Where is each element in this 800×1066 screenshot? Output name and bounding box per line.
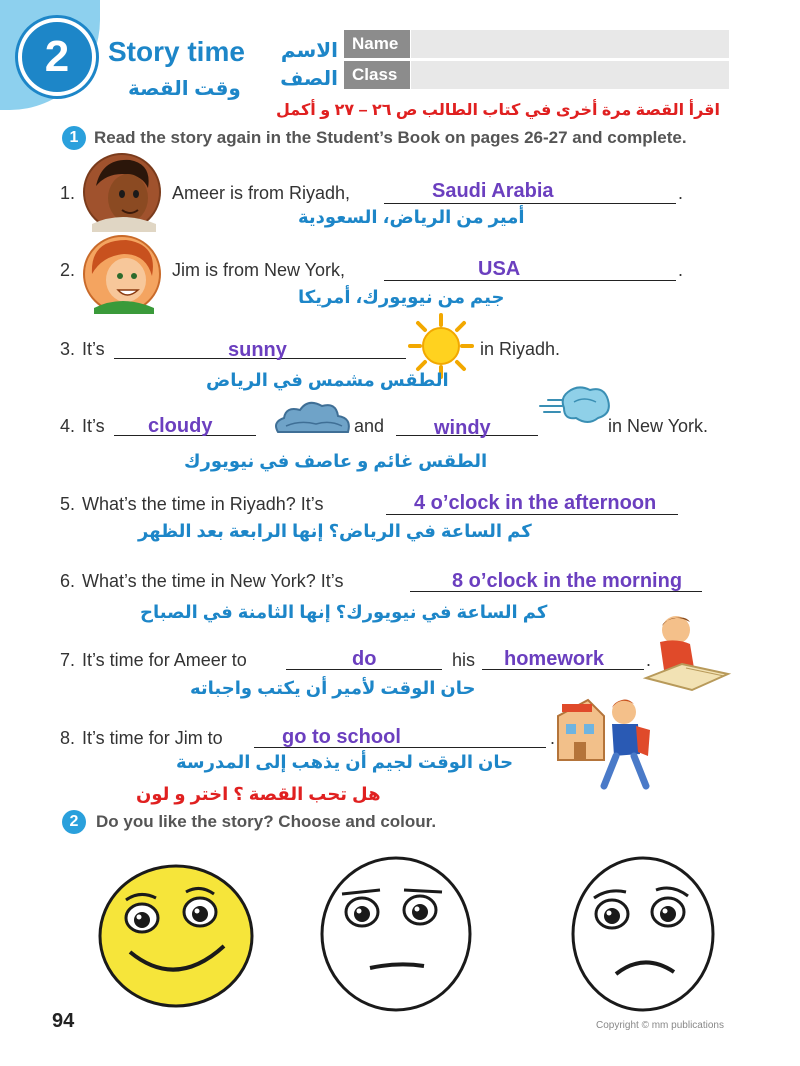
item7-answer2: homework — [504, 648, 605, 670]
item8-arabic: حان الوقت لجيم أن يذهب إلى المدرسة — [176, 752, 514, 772]
item3-text: It’s — [82, 339, 105, 359]
name-field[interactable] — [411, 30, 729, 58]
class-label: Class — [344, 61, 410, 89]
item3-arabic: الطقس مشمس في الرياض — [206, 370, 449, 390]
neutral-face-icon[interactable] — [318, 852, 474, 1014]
item5-answer: 4 o’clock in the afternoon — [414, 492, 657, 514]
item3-suffix: in Riyadh. — [480, 339, 561, 359]
item3-number: 3. — [60, 339, 76, 359]
boy-school-icon — [554, 690, 658, 792]
cloud-icon — [270, 398, 354, 438]
item8-period: . — [550, 728, 556, 748]
item4-number: 4. — [60, 416, 76, 436]
item2-arabic: جيم من نيويورك، أمريكا — [298, 287, 505, 307]
exercise2-instruction-arabic: هل تحب القصة ؟ اختر و لون — [136, 784, 381, 804]
item7-text: It’s time for Ameer to — [82, 650, 247, 670]
item4-answer2: windy — [434, 417, 491, 439]
name-label-arabic: الاسم — [280, 40, 338, 62]
item2-text: Jim is from New York, — [172, 260, 346, 280]
copyright: Copyright © mm publications — [596, 1020, 724, 1031]
item1-blank[interactable] — [384, 203, 676, 204]
item4-answer1: cloudy — [148, 415, 213, 437]
item3-answer: sunny — [228, 339, 287, 361]
class-label-arabic: الصف — [280, 68, 338, 90]
item2-answer: USA — [478, 258, 521, 280]
item6-answer: 8 o’clock in the morning — [452, 570, 683, 592]
item5-text: What’s the time in Riyadh? It’s — [82, 494, 324, 514]
item1-period: . — [678, 183, 684, 203]
item2-blank[interactable] — [384, 280, 676, 281]
item6-arabic: كم الساعة في نيويورك؟ إنها الثامنة في الصباح — [140, 602, 548, 622]
happy-face-icon[interactable] — [96, 860, 256, 1010]
exercise2-number: 2 — [62, 810, 86, 834]
item4-text: It’s — [82, 416, 105, 436]
item2-number: 2. — [60, 260, 76, 280]
section-badge: 2 — [18, 18, 96, 96]
item6-number: 6. — [60, 571, 76, 591]
item1-arabic: أمير من الرياض، السعودية — [298, 207, 525, 227]
page-number: 94 — [52, 1010, 75, 1032]
item1-number: 1. — [60, 183, 76, 203]
exercise1-number: 1 — [62, 126, 86, 150]
item5-number: 5. — [60, 494, 76, 514]
item7-period: . — [646, 650, 652, 670]
item2-period: . — [678, 260, 684, 280]
item7-his: his — [452, 650, 476, 670]
boy-homework-icon — [642, 612, 732, 692]
item7-answer1: do — [352, 648, 377, 670]
item4-arabic: الطقس غائم و عاصف في نيويورك — [184, 451, 488, 471]
item8-text: It’s time for Jim to — [82, 728, 223, 748]
item1-answer: Saudi Arabia — [432, 180, 554, 202]
wind-icon — [538, 384, 612, 428]
item4-and: and — [354, 416, 385, 436]
item7-number: 7. — [60, 650, 76, 670]
exercise1-instruction-arabic: اقرأ القصة مرة أخرى في كتاب الطالب ص ٢٦ – ٢٧ و أكمل — [275, 102, 720, 119]
sad-face-icon[interactable] — [568, 852, 718, 1014]
exercise2-instruction: Do you like the story? Choose and colour. — [96, 812, 437, 831]
exercise1-instruction: Read the story again in the Student’s Book on pages 26-27 and complete. — [94, 128, 687, 147]
ameer-portrait-icon — [82, 152, 162, 232]
item6-text: What’s the time in New York? It’s — [82, 571, 344, 591]
jim-portrait-icon — [82, 234, 162, 314]
item8-answer: go to school — [282, 726, 401, 748]
item1-text: Ameer is from Riyadh, — [172, 183, 351, 203]
class-field[interactable] — [411, 61, 729, 89]
page-title: Story time — [108, 36, 245, 67]
item7-arabic: حان الوقت لأمير أن يكتب واجباته — [190, 678, 476, 698]
item8-number: 8. — [60, 728, 76, 748]
name-label: Name — [344, 30, 410, 58]
item5-arabic: كم الساعة في الرياض؟ إنها الرابعة بعد الظهر — [138, 521, 532, 541]
item4-suffix: in New York. — [608, 416, 709, 436]
page-title-arabic: وقت القصة — [128, 78, 241, 100]
